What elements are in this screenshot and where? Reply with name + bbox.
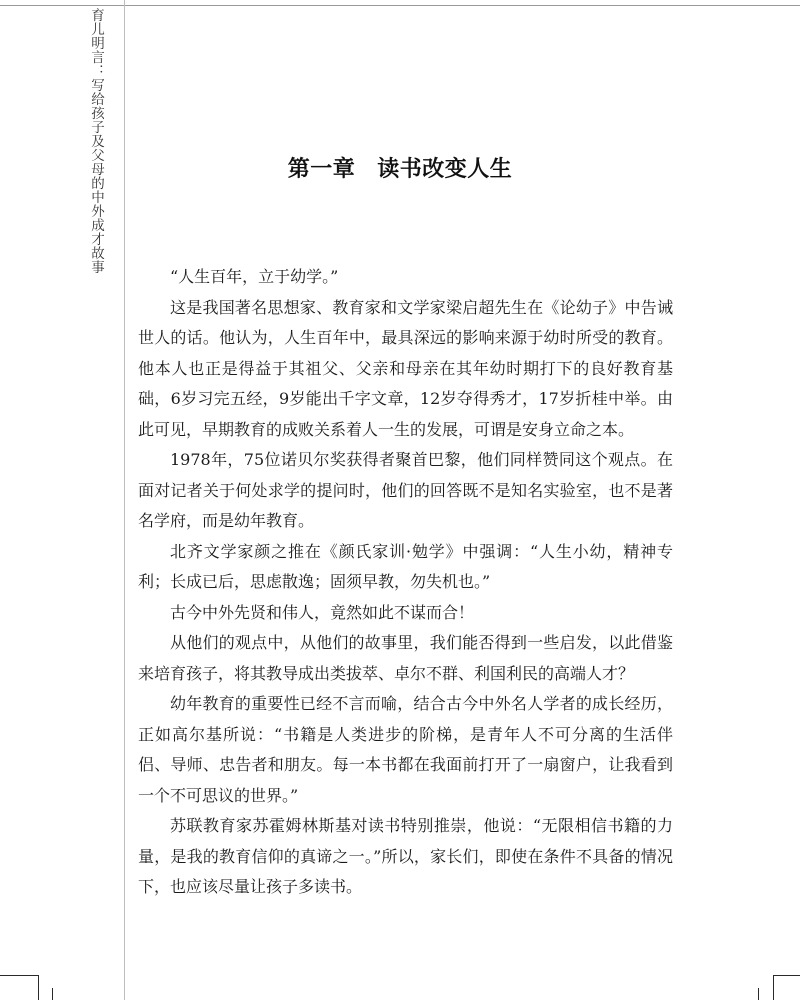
paragraph: 苏联教育家苏霍姆林斯基对读书特别推崇，他说：“无限相信书籍的力量，是我的教育信仰的真谛之一。”所以，家长们，即使在条件不具备的情况下，也应该尽量让孩子多读书。 <box>138 816 673 896</box>
chapter-title <box>0 152 800 183</box>
paragraph: 北齐文学家颜之推在《颜氏家训·勉学》中强调：“人生小幼，精神专利；长成已后，思虑散逸；固须早教，勿失机也。” <box>138 541 673 591</box>
paragraph: 古今中外先贤和伟人，竟然如此不谋而合！ <box>170 602 475 622</box>
running-head: 育儿明言：写给孩子及父母的中外成才故事 <box>88 8 104 274</box>
chapter-number: 第一章 <box>287 157 356 182</box>
crop-mark-bottom-left-h <box>0 975 38 976</box>
margin-rule <box>124 0 125 1000</box>
body-text <box>138 262 673 903</box>
paragraph: 幼年教育的重要性已经不言而喻，结合古今中外名人学者的成长经历，正如高尔基所说：“书籍是人类进步的阶梯，是青年人不可分离的生活伴侣、导师、忠告者和朋友。每一本书都在我面前打开了一扇窗户，让我看到一个不可思议的世界。” <box>138 694 673 805</box>
crop-mark-bottom-left-v2 <box>52 988 53 1000</box>
paragraph: 1978年，75位诺贝尔奖获得者聚首巴黎，他们同样赞同这个观点。在面对记者关于何处求学的提问时，他们的回答既不是知名实验室，也不是著名学府，而是幼年教育。 <box>138 450 673 530</box>
crop-mark-bottom-right-h <box>773 975 800 976</box>
crop-mark-bottom-left-v <box>38 975 39 1000</box>
top-rule <box>0 5 800 6</box>
paragraph: 从他们的观点中，从他们的故事里，我们能否得到一些启发，以此借鉴来培育孩子，将其教导成出类拔萃、卓尔不群、利国利民的高端人才？ <box>138 633 673 683</box>
paragraph: 这是我国著名思想家、教育家和文学家梁启超先生在《论幼子》中告诫世人的话。他认为，人生百年中，最具深远的影响来源于幼时所受的教育。他本人也正是得益于其祖父、父亲和母亲在其年幼时期打下的良好教育基础，6岁习完五经，9岁能出千字文章，12岁夺得秀才，17岁折桂中举。由此可见，早期教育的成败关系着人一生的发展，可谓是安身立命之本。 <box>138 297 673 439</box>
crop-mark-bottom-right-v2 <box>758 988 759 1000</box>
crop-mark-bottom-right-v <box>773 975 774 1000</box>
paragraph: “人生百年，立于幼学。” <box>170 267 339 286</box>
chapter-name: 读书改变人生 <box>377 157 513 182</box>
